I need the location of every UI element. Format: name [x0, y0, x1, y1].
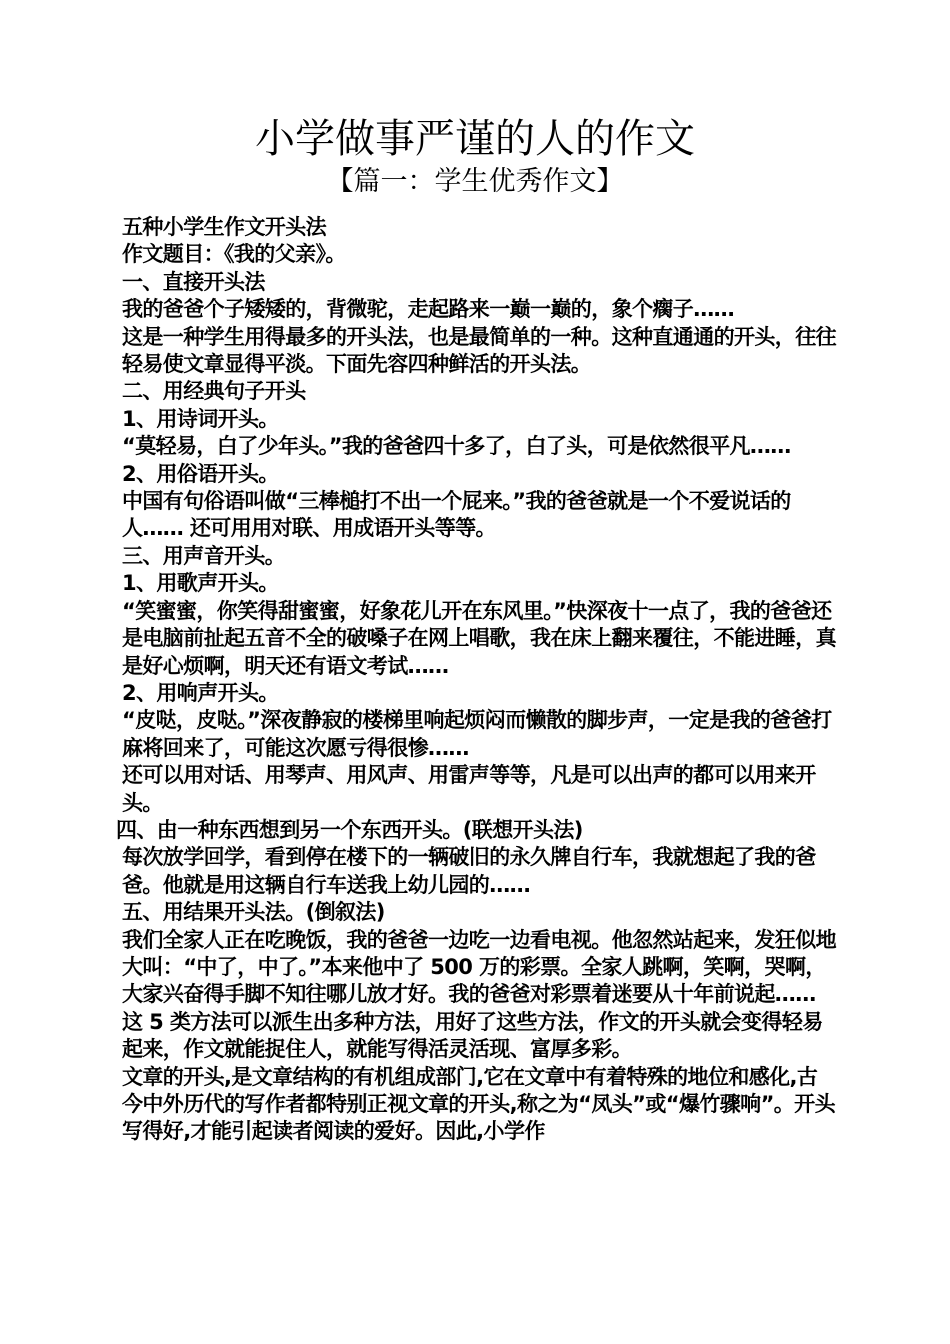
paragraph: 1、用歌声开头。	[122, 571, 279, 596]
paragraph: 我的爸爸个子矮矮的，背微驼，走起路来一巅一巅的，象个瘸子……	[122, 297, 734, 322]
paragraph: “笑蜜蜜，你笑得甜蜜蜜，好象花儿开在东风里。”快深夜十一点了，我的爸爸还是电脑前扯起五音不全的破嗓子在网上唱歌，我在床上翻来覆往，不能进睡，真是好心烦啊，明天还有语文考试……	[122, 598, 836, 678]
paragraph: 文章的开头,是文章结构的有机组成部门,它在文章中有着特殊的地位和感化,古今中外历代的写作者都特别正视文章的开头,称之为“凤头”或“爆竹骤响”。开头写得好,才能引起读者阅读的爱好。因此,小学作	[122, 1064, 835, 1144]
paragraph: 四、由一种东西想到另一个东西开头。(联想开头法)	[116, 817, 583, 842]
document-body	[116, 214, 836, 1146]
paragraph: 五种小学生作文开头法	[122, 215, 326, 239]
paragraph: “莫轻易，白了少年头。”我的爸爸四十多了，白了头，可是依然很平凡……	[122, 434, 791, 459]
paragraph: 二、用经典句子开头	[122, 379, 306, 404]
document-subtitle: 【篇一：学生优秀作文】	[326, 166, 624, 197]
paragraph: 还可以用对话、用琴声、用风声、用雷声等等，凡是可以出声的都可以用来开头。	[122, 763, 816, 815]
paragraph: 我们全家人正在吃晚饭，我的爸爸一边吃一边看电视。他忽然站起来，发狂似地大叫：“中了，中了。”本来他中了 500 万的彩票。全家人跳啊，笑啊，哭啊，大家兴奋得手脚不知往哪儿放才好。我的爸爸对彩票着迷要从十年前说起……	[122, 927, 836, 1007]
paragraph: 这 5 类方法可以派生出多种方法，用好了这些方法，作文的开头就会变得轻易起来，作文就能捉住人，就能写得活灵活现、富厚多彩。	[122, 1009, 823, 1062]
paragraph: 这是一种学生用得最多的开头法，也是最简单的一种。这种直通通的开头，往往轻易使文章显得平淡。下面先容四种鲜活的开头法。	[122, 324, 836, 377]
paragraph: “皮哒，皮哒。”深夜静寂的楼梯里响起烦闷而懒散的脚步声，一定是我的爸爸打麻将回来了，可能这次愿亏得很惨……	[122, 708, 832, 760]
paragraph: 中国有句俗语叫做“三棒槌打不出一个屁来。”我的爸爸就是一个不爱说话的人…… 还可用用对联、用成语开头等等。	[122, 489, 791, 541]
document-title: 小学做事严谨的人的作文	[255, 116, 695, 162]
paragraph: 五、用结果开头法。(倒叙法)	[122, 900, 385, 925]
paragraph: 2、用响声开头。	[122, 680, 279, 705]
paragraph: 一、直接开头法	[122, 269, 265, 294]
paragraph: 每次放学回学，看到停在楼下的一辆破旧的永久牌自行车，我就想起了我的爸爸。他就是用这辆自行车送我上幼儿园的……	[122, 845, 816, 897]
paragraph: 1、用诗词开头。	[122, 406, 279, 431]
paragraph: 三、用声音开头。	[122, 543, 286, 568]
paragraph: 2、用俗语开头。	[122, 461, 279, 486]
paragraph: 作文题目：《我的父亲》。	[122, 242, 346, 267]
